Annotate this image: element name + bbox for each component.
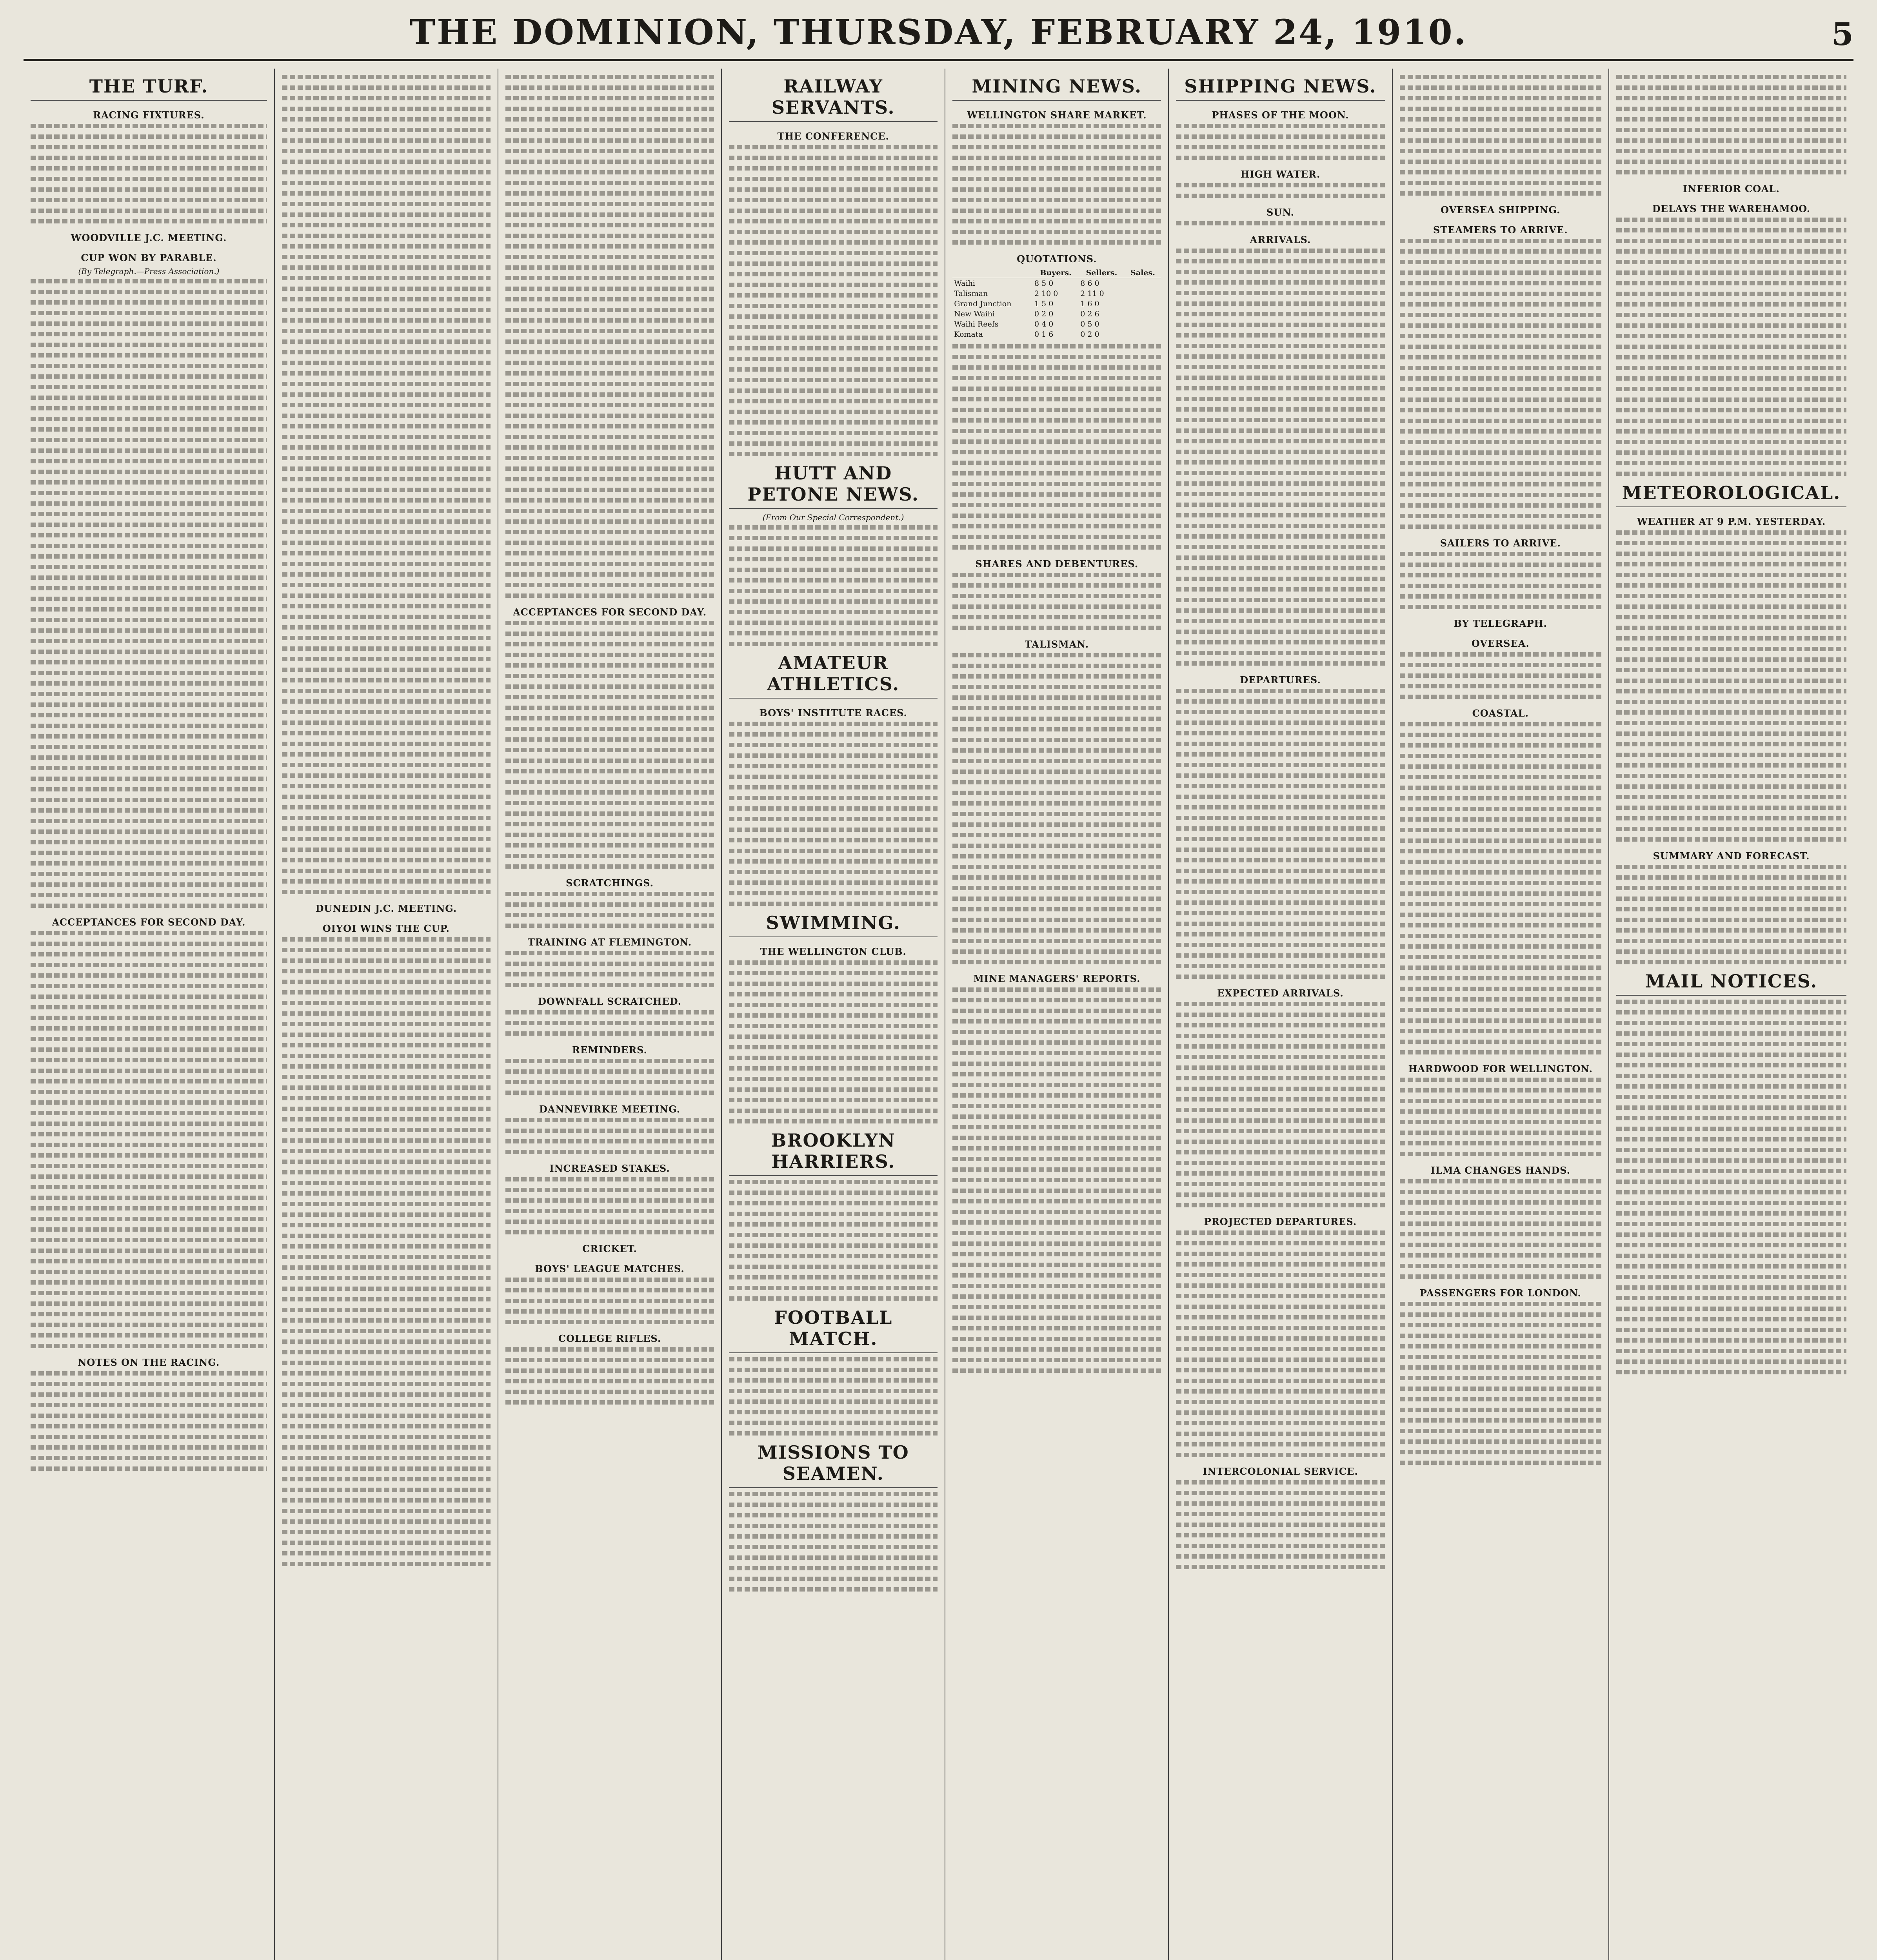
mining-heading: MINING NEWS.	[952, 76, 1161, 101]
moon-text	[1176, 124, 1385, 160]
weather-text	[1616, 530, 1846, 842]
fixtures-title: RACING FIXTURES.	[93, 109, 205, 121]
quotations-title: QUOTATIONS.	[1017, 253, 1097, 265]
ilma-title: ILMA CHANGES HANDS.	[1430, 1165, 1570, 1176]
column-shipping	[1169, 69, 1392, 1960]
coastal-title: COASTAL.	[1472, 708, 1529, 719]
dunedin-title: DUNEDIN J.C. MEETING.	[315, 903, 457, 914]
second-day-text	[505, 621, 714, 869]
sailers-text	[1400, 552, 1601, 609]
coal-title: INFERIOR COAL.	[1683, 183, 1780, 194]
woodville-text	[31, 279, 267, 908]
cell: Grand Junction	[954, 299, 1012, 308]
scratchings-title: SCRATCHINGS.	[566, 877, 654, 889]
projected-title: PROJECTED DEPARTURES.	[1204, 1216, 1357, 1227]
acceptances-title: ACCEPTANCES FOR SECOND DAY.	[52, 916, 246, 928]
turf-byline: (By Telegraph.—Press Association.)	[78, 267, 220, 276]
shares-text	[952, 573, 1161, 630]
cell	[1125, 299, 1161, 309]
overseas-title: OVERSEA SHIPPING.	[1441, 204, 1561, 216]
arrivals-title: ARRIVALS.	[1250, 234, 1311, 245]
mail-text	[1616, 1000, 1846, 1374]
talisman-title: TALISMAN.	[1025, 639, 1089, 650]
cell: 1 5 0	[1034, 299, 1054, 308]
dunedin-text	[282, 937, 491, 1566]
departures-text	[1176, 689, 1385, 979]
cricket-text	[505, 1278, 714, 1324]
acceptances-text	[31, 931, 267, 1348]
cricket-title: CRICKET.	[582, 1243, 637, 1254]
swimming-sub: THE WELLINGTON CLUB.	[760, 946, 907, 957]
moon-title: PHASES OF THE MOON.	[1212, 109, 1349, 121]
mine-reports-title: MINE MANAGERS' REPORTS.	[973, 973, 1141, 984]
column-turf	[24, 69, 275, 1960]
projected-text	[1176, 1230, 1385, 1457]
notes-text	[31, 1371, 267, 1471]
cell	[1125, 309, 1161, 319]
coal-sub: DELAYS THE WAREHAMOO.	[1652, 203, 1811, 214]
cell: 2 10 0	[1034, 289, 1058, 298]
coastal-text	[1400, 722, 1601, 1054]
athletics-text	[729, 722, 938, 906]
sailers-title: SAILERS TO ARRIVE.	[1440, 537, 1561, 549]
intercolonial-title: INTERCOLONIAL SERVICE.	[1203, 1466, 1358, 1477]
table-header: Sellers.	[1079, 268, 1124, 278]
exchange-title: WELLINGTON SHARE MARKET.	[967, 109, 1147, 121]
cell: New Waihi	[954, 310, 995, 318]
stakes-text	[505, 1177, 714, 1234]
reminders-title: REMINDERS.	[572, 1044, 647, 1056]
expected-title: EXPECTED ARRIVALS.	[1217, 987, 1344, 999]
expected-text	[1176, 1002, 1385, 1207]
cell	[1125, 289, 1161, 299]
newspaper-title: THE DOMINION, THURSDAY, FEBRUARY 24, 1910.	[409, 12, 1468, 53]
cell: Talisman	[954, 289, 988, 298]
missions-text	[729, 1492, 938, 1592]
summary-title: SUMMARY AND FORECAST.	[1653, 850, 1810, 862]
cup-title: CUP WON BY PARABLE.	[81, 252, 217, 263]
mail-heading: MAIL NOTICES.	[1616, 971, 1846, 996]
departures-title: DEPARTURES.	[1240, 674, 1321, 686]
overseas-sub: STEAMERS TO ARRIVE.	[1433, 224, 1568, 236]
harriers-text	[729, 1180, 938, 1301]
sun-title: SUN.	[1266, 207, 1294, 218]
cell: 0 2 0	[1080, 330, 1099, 339]
cell: 8 6 0	[1080, 279, 1099, 288]
football-heading: FOOTBALL MATCH.	[729, 1307, 938, 1353]
woodville-title: WOODVILLE J.C. MEETING.	[71, 232, 227, 243]
flemington-text	[505, 951, 714, 987]
dannevirke-text	[505, 1118, 714, 1154]
cell	[1125, 319, 1161, 329]
railway-heading: RAILWAY SERVANTS.	[729, 76, 938, 122]
turf-heading: THE TURF.	[31, 76, 267, 101]
column-turf-3	[498, 69, 722, 1960]
fixtures-text	[31, 124, 267, 223]
weather-title: WEATHER AT 9 P.M. YESTERDAY.	[1637, 516, 1826, 527]
downfall-title: DOWNFALL SCRATCHED.	[538, 996, 682, 1007]
mine-reports-text	[952, 987, 1161, 1373]
table-row	[952, 299, 1161, 309]
swimming-heading: SWIMMING.	[729, 912, 938, 937]
railway-sub: THE CONFERENCE.	[777, 131, 889, 142]
talisman-text	[952, 653, 1161, 964]
hardwood-text	[1400, 1078, 1601, 1156]
table-row	[952, 278, 1161, 289]
passengers-continued-text	[1616, 75, 1846, 174]
water-text	[1176, 183, 1385, 198]
turf-continued-text	[282, 75, 491, 894]
ilma-text	[1400, 1179, 1601, 1279]
cell: Waihi Reefs	[954, 320, 999, 328]
intercolonial-text	[1176, 1480, 1385, 1569]
turf-results-text	[505, 75, 714, 598]
second-day-title: ACCEPTANCES FOR SECOND DAY.	[513, 606, 707, 618]
notes-title: NOTES ON THE RACING.	[78, 1357, 220, 1368]
harriers-heading: BROOKLYN HARRIERS.	[729, 1130, 938, 1176]
cell: 0 4 0	[1034, 320, 1054, 328]
table-row	[952, 319, 1161, 329]
shipping-continued-text	[1400, 75, 1601, 196]
oversea-text	[1400, 652, 1601, 699]
cell	[1125, 278, 1161, 289]
column-shipping-2	[1393, 69, 1609, 1960]
passengers-text	[1400, 1302, 1601, 1465]
passengers-title: PASSENGERS FOR LONDON.	[1419, 1287, 1581, 1299]
overseas-text	[1400, 239, 1601, 529]
cell: Waihi	[954, 279, 975, 288]
hutt-heading: HUTT AND PETONE NEWS.	[729, 463, 938, 509]
shares-title: SHARES AND DEBENTURES.	[975, 558, 1139, 570]
column-mining	[945, 69, 1169, 1960]
cell: 0 1 6	[1034, 330, 1054, 339]
downfall-text	[505, 1010, 714, 1036]
columns	[24, 69, 1853, 1960]
athletics-heading: AMATEUR ATHLETICS.	[729, 652, 938, 699]
cell: 0 5 0	[1080, 320, 1099, 328]
arrivals-text	[1176, 249, 1385, 666]
summary-text	[1616, 865, 1846, 964]
table-header: Sales.	[1125, 268, 1161, 278]
cell: 0 2 6	[1080, 310, 1099, 318]
stakes-title: INCREASED STAKES.	[549, 1163, 670, 1174]
telegraph-title: BY TELEGRAPH.	[1454, 618, 1547, 629]
cell: 8 5 0	[1034, 279, 1054, 288]
column-right	[1609, 69, 1853, 1960]
rifles-title: COLLEGE RIFLES.	[558, 1333, 661, 1344]
hutt-text	[729, 525, 938, 646]
cell	[1125, 329, 1161, 339]
mining-text	[952, 344, 1161, 550]
table-row	[952, 329, 1161, 339]
oiyoi-title: OIYOI WINS THE CUP.	[322, 923, 450, 934]
hardwood-title: HARDWOOD FOR WELLINGTON.	[1408, 1063, 1593, 1074]
football-text	[729, 1357, 938, 1436]
table-row	[952, 309, 1161, 319]
masthead-rule	[24, 59, 1853, 61]
column-turf-2	[275, 69, 498, 1960]
cell: Komata	[954, 330, 983, 339]
dannevirke-title: DANNEVIRKE MEETING.	[539, 1103, 681, 1115]
sun-text	[1176, 221, 1385, 225]
cricket-sub: BOYS' LEAGUE MATCHES.	[535, 1263, 685, 1274]
water-title: HIGH WATER.	[1240, 169, 1321, 180]
hutt-byline: (From Our Special Correspondent.)	[763, 513, 904, 522]
reminders-text	[505, 1059, 714, 1095]
shipping-heading: SHIPPING NEWS.	[1176, 76, 1385, 101]
page-number: 5	[1832, 16, 1853, 53]
quotations-table	[952, 268, 1161, 339]
railway-text	[729, 145, 938, 456]
flemington-title: TRAINING AT FLEMINGTON.	[528, 936, 692, 948]
missions-heading: MISSIONS TO SEAMEN.	[729, 1442, 938, 1488]
athletics-sub: BOYS' INSTITUTE RACES.	[759, 707, 907, 719]
cell: 0 2 0	[1034, 310, 1054, 318]
rifles-text	[505, 1347, 714, 1405]
cell: 2 11 0	[1080, 289, 1104, 298]
column-news	[722, 69, 945, 1960]
cell: 1 6 0	[1080, 299, 1099, 308]
swimming-text	[729, 960, 938, 1123]
masthead	[0, 8, 1877, 67]
meteor-heading: METEOROLOGICAL.	[1616, 482, 1846, 507]
coal-text	[1616, 218, 1846, 476]
scratchings-text	[505, 892, 714, 928]
table-header	[952, 268, 1033, 278]
exchange-text	[952, 124, 1161, 245]
table-row	[952, 289, 1161, 299]
table-header: Buyers.	[1033, 268, 1079, 278]
oversea-title: OVERSEA.	[1471, 638, 1530, 649]
